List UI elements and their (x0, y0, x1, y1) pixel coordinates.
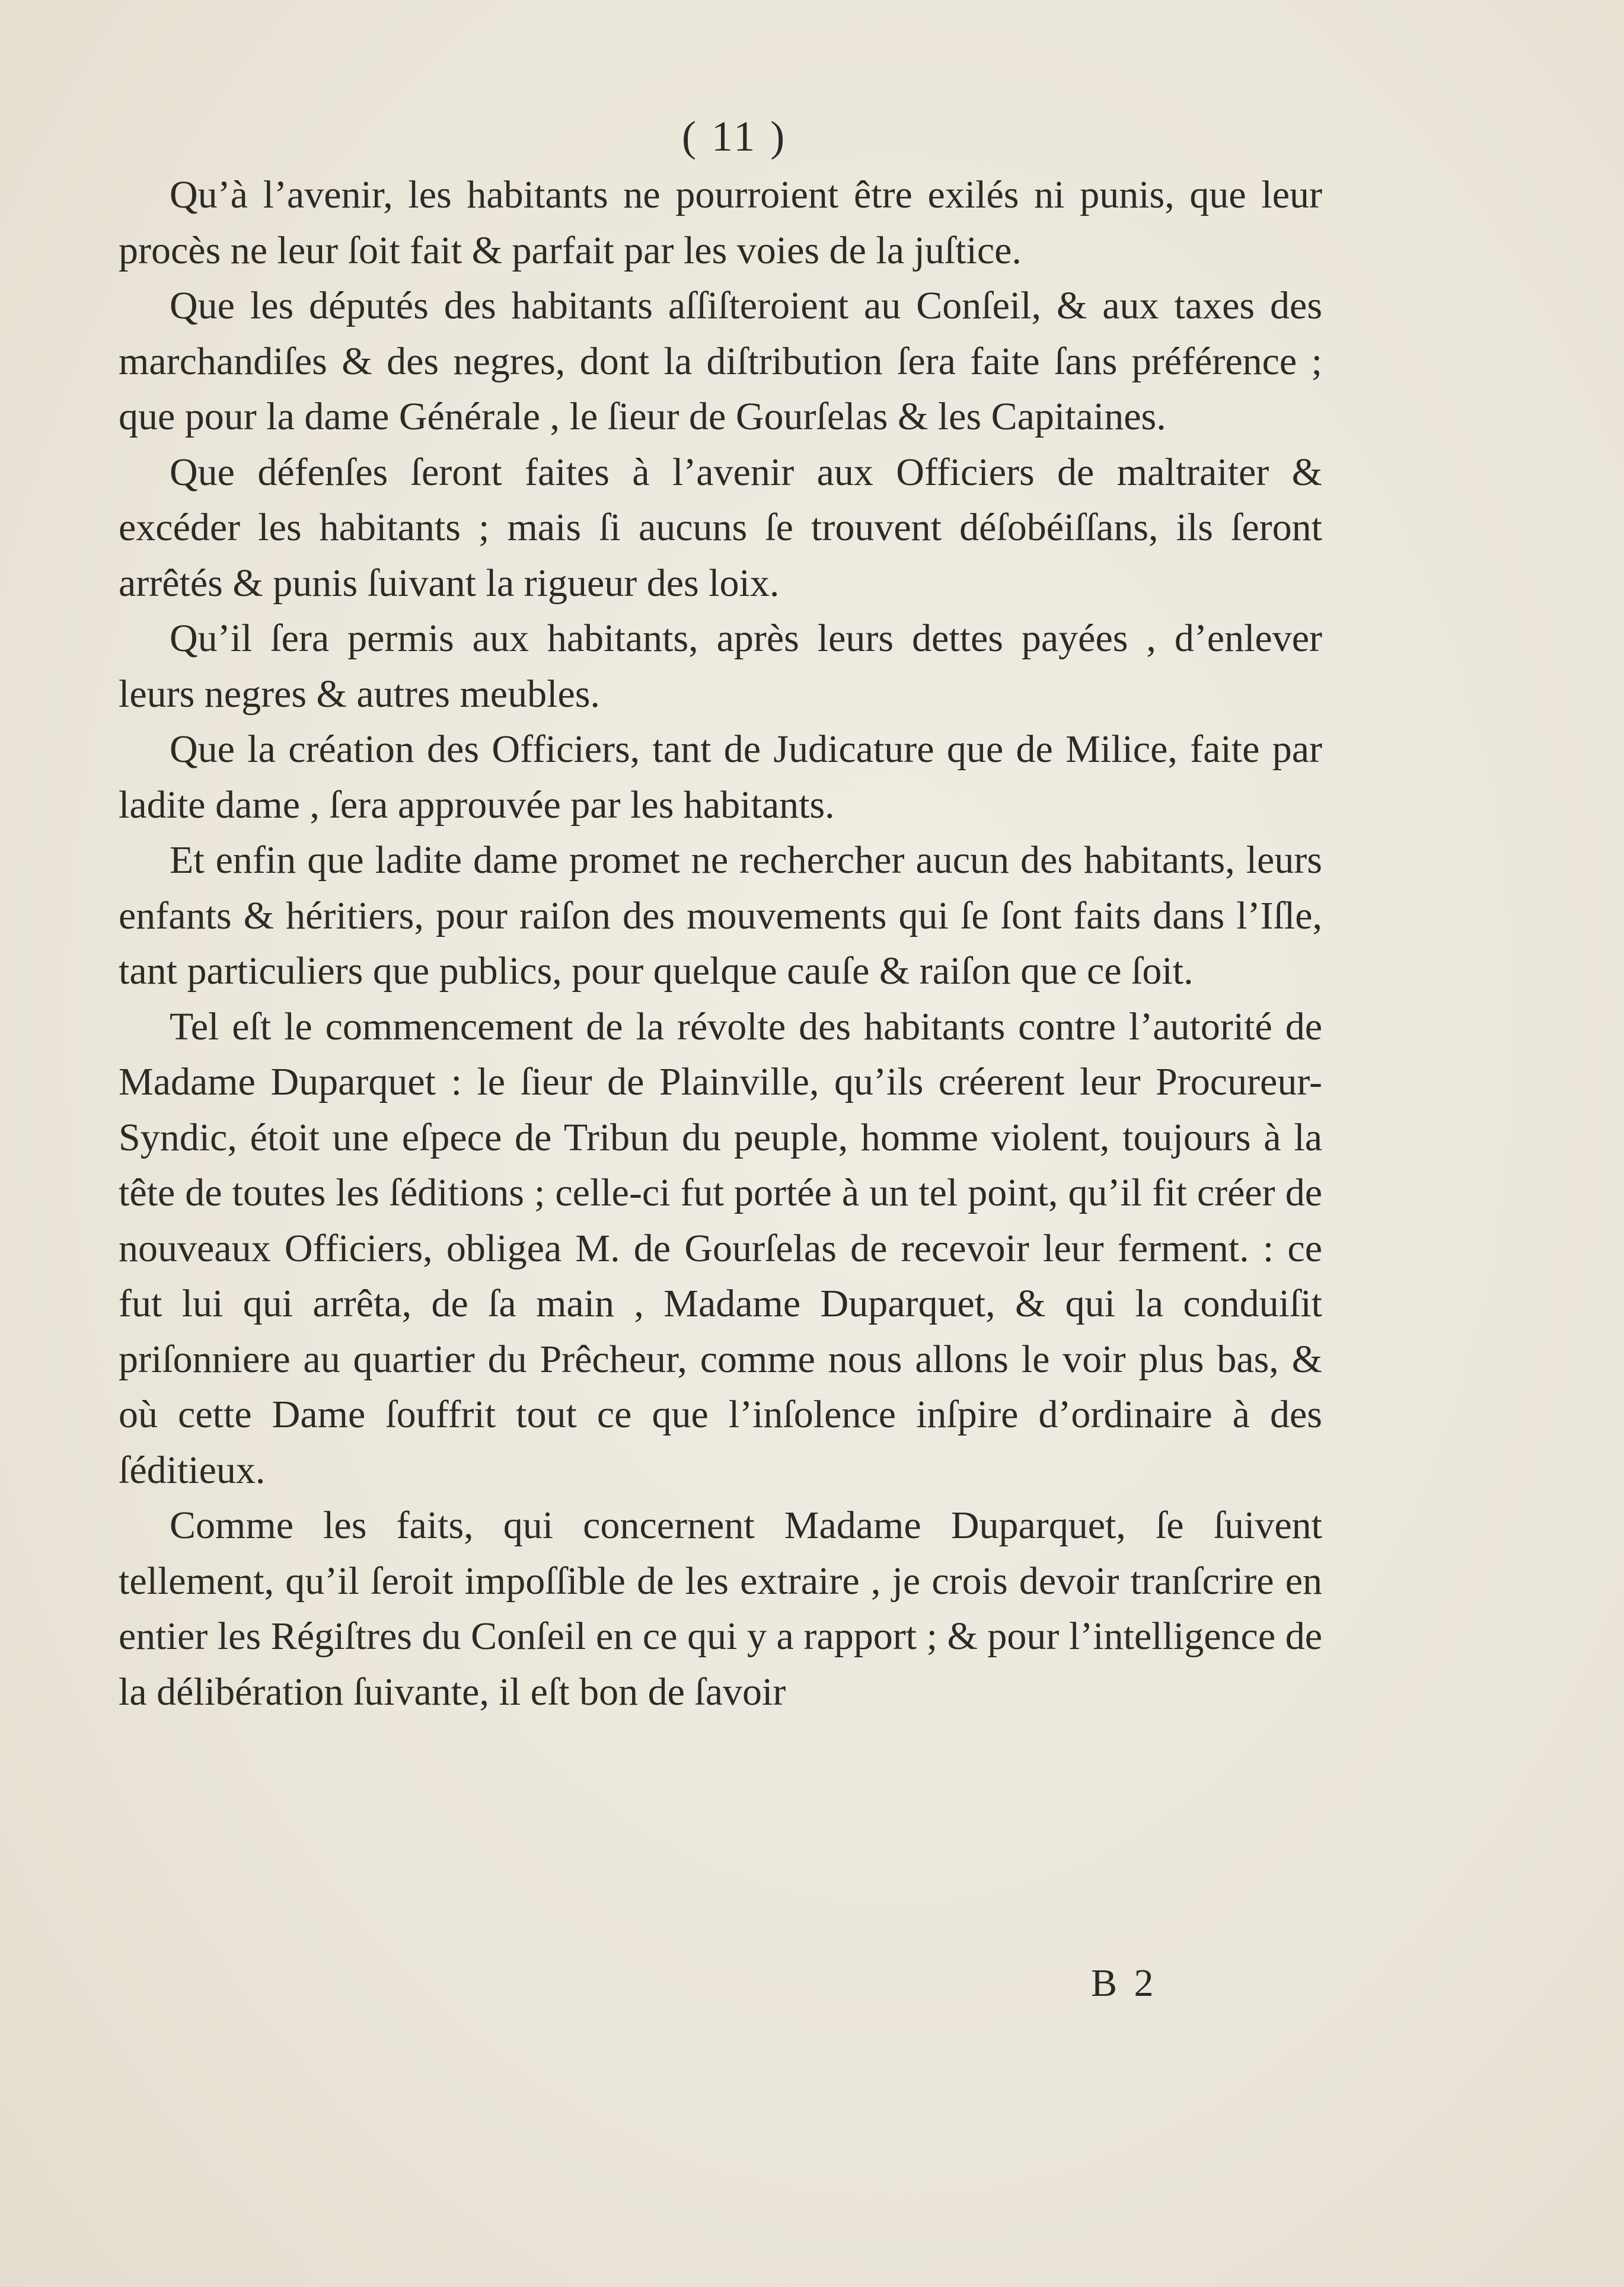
paragraph-2: Que les députés des habitants aſſiſteroient au Conſeil, & aux taxes des marchandiſes & des negres, dont la diſtribution ſera faite ſans préférence ; que pour la dame Générale , le ſieur de Gourſelas & les Capitaines. (119, 284, 1322, 438)
paragraph-4: Qu’il ſera permis aux habitants, après leurs dettes payées , d’enlever leurs negres & autres meubles. (119, 617, 1322, 716)
signature-mark: B 2 (1091, 1961, 1157, 2005)
page-number: ( 11 ) (682, 113, 787, 160)
paragraph-6: Et enfin que ladite dame promet ne rechercher aucun des habitants, leurs enfants & héritiers, pour raiſon des mouvements qui ſe ſont faits dans l’Iſle, tant particuliers que publics, pour quelque cauſe & raiſon que ce ſoit. (119, 838, 1322, 993)
paragraph-3: Que défenſes ſeront faites à l’avenir aux Officiers de maltraiter & excéder les habitants ; mais ſi aucuns ſe trouvent déſobéiſſans, ils ſeront arrêtés & punis ſuivant la rigueur des loix. (119, 450, 1322, 605)
paragraph-5: Que la création des Officiers, tant de Judicature que de Milice, faite par ladite dame , ſera approuvée par les habitants. (119, 728, 1322, 827)
body-text (119, 167, 1322, 1720)
paragraph-8: Comme les faits, qui concernent Madame Duparquet, ſe ſuivent tellement, qu’il ſeroit impoſſible de les extraire , je crois devoir tranſcrire en entier les Régiſtres du Conſeil en ce qui y a rapport ; & pour l’intelligence de la délibération ſuivante, il eſt bon de ſavoir (119, 1504, 1322, 1714)
paragraph-7: Tel eſt le commencement de la révolte des habitants contre l’autorité de Madame Duparquet : le ſieur de Plainville, qu’ils créerent leur Procureur-Syndic, étoit une eſpece de Tribun du peuple, homme violent, toujours à la tête de toutes les ſéditions ; celle-ci fut portée à un tel point, qu’il fit créer de nouveaux Officiers, obligea M. de Gourſelas de recevoir leur ferment. : ce fut lui qui arrêta, de ſa main , Madame Duparquet, & qui la conduiſit priſonniere au quartier du Prêcheur, comme nous allons le voir plus bas, & où cette Dame ſouffrit tout ce que l’inſolence inſpire d’ordinaire à des ſéditieux. (119, 1004, 1322, 1492)
paragraph-1: Qu’à l’avenir, les habitants ne pourroient être exilés ni punis, que leur procès ne leur ſoit fait & parfait par les voies de la juſtice. (119, 173, 1322, 272)
